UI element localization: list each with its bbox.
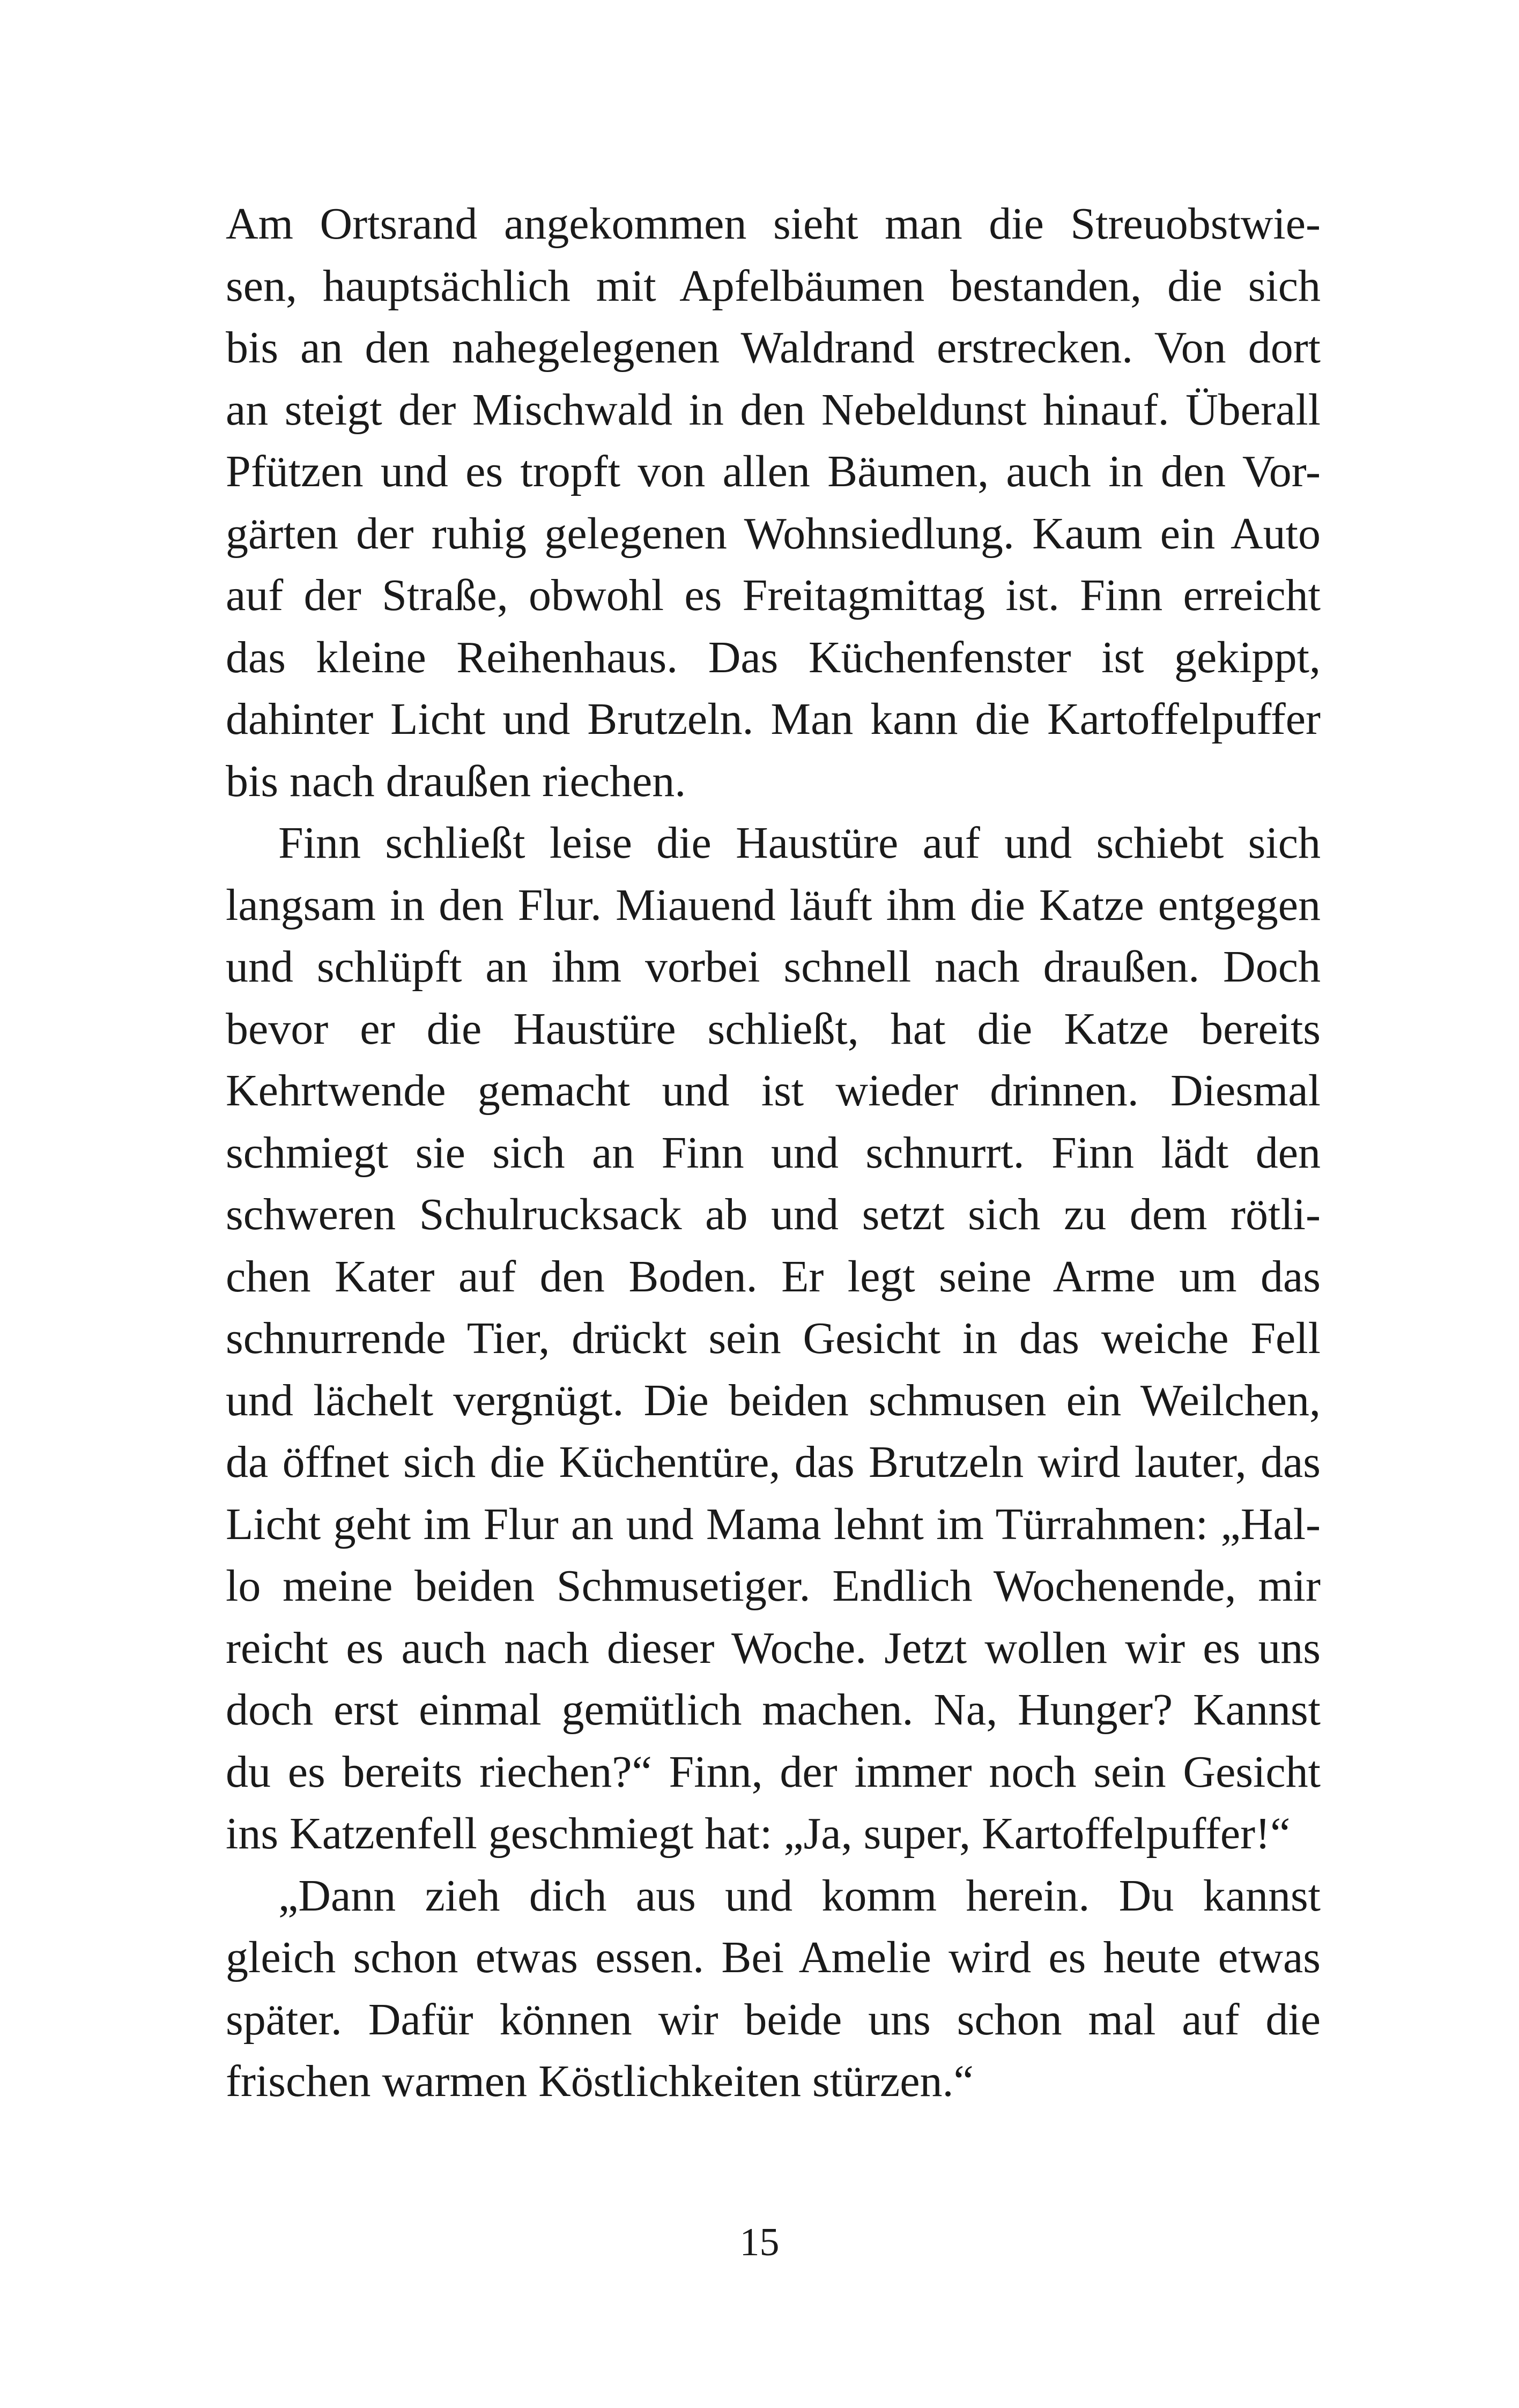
text-line: auf der Straße, obwohl es Freitagmittag ist. Finn erreicht — [226, 570, 1321, 620]
text-line: du es bereits riechen?“ Finn, der immer noch sein Gesicht — [226, 1746, 1321, 1797]
text-line: reicht es auch nach dieser Woche. Jetzt wollen wir es uns — [226, 1623, 1321, 1673]
text-line: doch erst einmal gemütlich machen. Na, Hunger? Kannst — [226, 1685, 1321, 1735]
text-line: frischen warmen Köstlichkeiten stürzen.“ — [226, 2056, 974, 2106]
text-line: Finn schließt leise die Haustüre auf und schiebt sich — [278, 818, 1321, 868]
text-line: gärten der ruhig gelegenen Wohnsiedlung. Kaum ein Auto — [226, 508, 1321, 559]
text-line: chen Kater auf den Boden. Er legt seine Arme um das — [226, 1251, 1321, 1302]
text-line: bevor er die Haustüre schließt, hat die Katze bereits — [226, 1004, 1321, 1054]
text-line: ins Katzenfell geschmiegt hat: „Ja, super, Kartoffelpuffer!“ — [226, 1809, 1291, 1859]
text-line: gleich schon etwas essen. Bei Amelie wird es heute etwas — [226, 1933, 1321, 1982]
text-line: Am Ortsrand angekommen sieht man die Streuobstwie- — [226, 199, 1321, 249]
body-text — [226, 193, 1321, 2113]
page-number: 15 — [739, 2220, 780, 2264]
text-line: schweren Schulrucksack ab und setzt sich zu dem rötli- — [226, 1190, 1321, 1239]
text-line: Licht geht im Flur an und Mama lehnt im Türrahmen: „Hal- — [226, 1499, 1321, 1549]
text-line: langsam in den Flur. Miauend läuft ihm die Katze entgegen — [226, 880, 1321, 930]
text-line: an steigt der Mischwald in den Nebeldunst hinauf. Überall — [226, 384, 1321, 435]
text-line: lo meine beiden Schmusetiger. Endlich Wochenende, mir — [226, 1561, 1321, 1611]
text-line: dahinter Licht und Brutzeln. Man kann die Kartoffelpuffer — [226, 694, 1321, 744]
text-line: Pfützen und es tropft von allen Bäumen, auch in den Vor- — [226, 447, 1321, 496]
text-line: da öffnet sich die Küchentüre, das Brutzeln wird lauter, das — [226, 1437, 1321, 1487]
text-line: das kleine Reihenhaus. Das Küchenfenster ist gekippt, — [226, 632, 1321, 682]
text-line: sen, hauptsächlich mit Apfelbäumen bestanden, die sich — [226, 261, 1321, 311]
text-line: später. Dafür können wir beide uns schon mal auf die — [226, 1994, 1321, 2045]
text-line: schmiegt sie sich an Finn und schnurrt. Finn lädt den — [226, 1127, 1321, 1178]
text-line: und lächelt vergnügt. Die beiden schmusen ein Weilchen, — [226, 1375, 1321, 1425]
text-line: „Dann zieh dich aus und komm herein. Du kannst — [278, 1870, 1321, 1921]
text-line: und schlüpft an ihm vorbei schnell nach draußen. Doch — [226, 942, 1321, 992]
text-line: schnurrende Tier, drückt sein Gesicht in das weiche Fell — [226, 1313, 1321, 1363]
text-line: bis an den nahegelegenen Waldrand erstrecken. Von dort — [226, 323, 1321, 373]
text-line: bis nach draußen riechen. — [226, 756, 686, 806]
text-line: Kehrtwende gemacht und ist wieder drinnen. Diesmal — [226, 1066, 1321, 1116]
